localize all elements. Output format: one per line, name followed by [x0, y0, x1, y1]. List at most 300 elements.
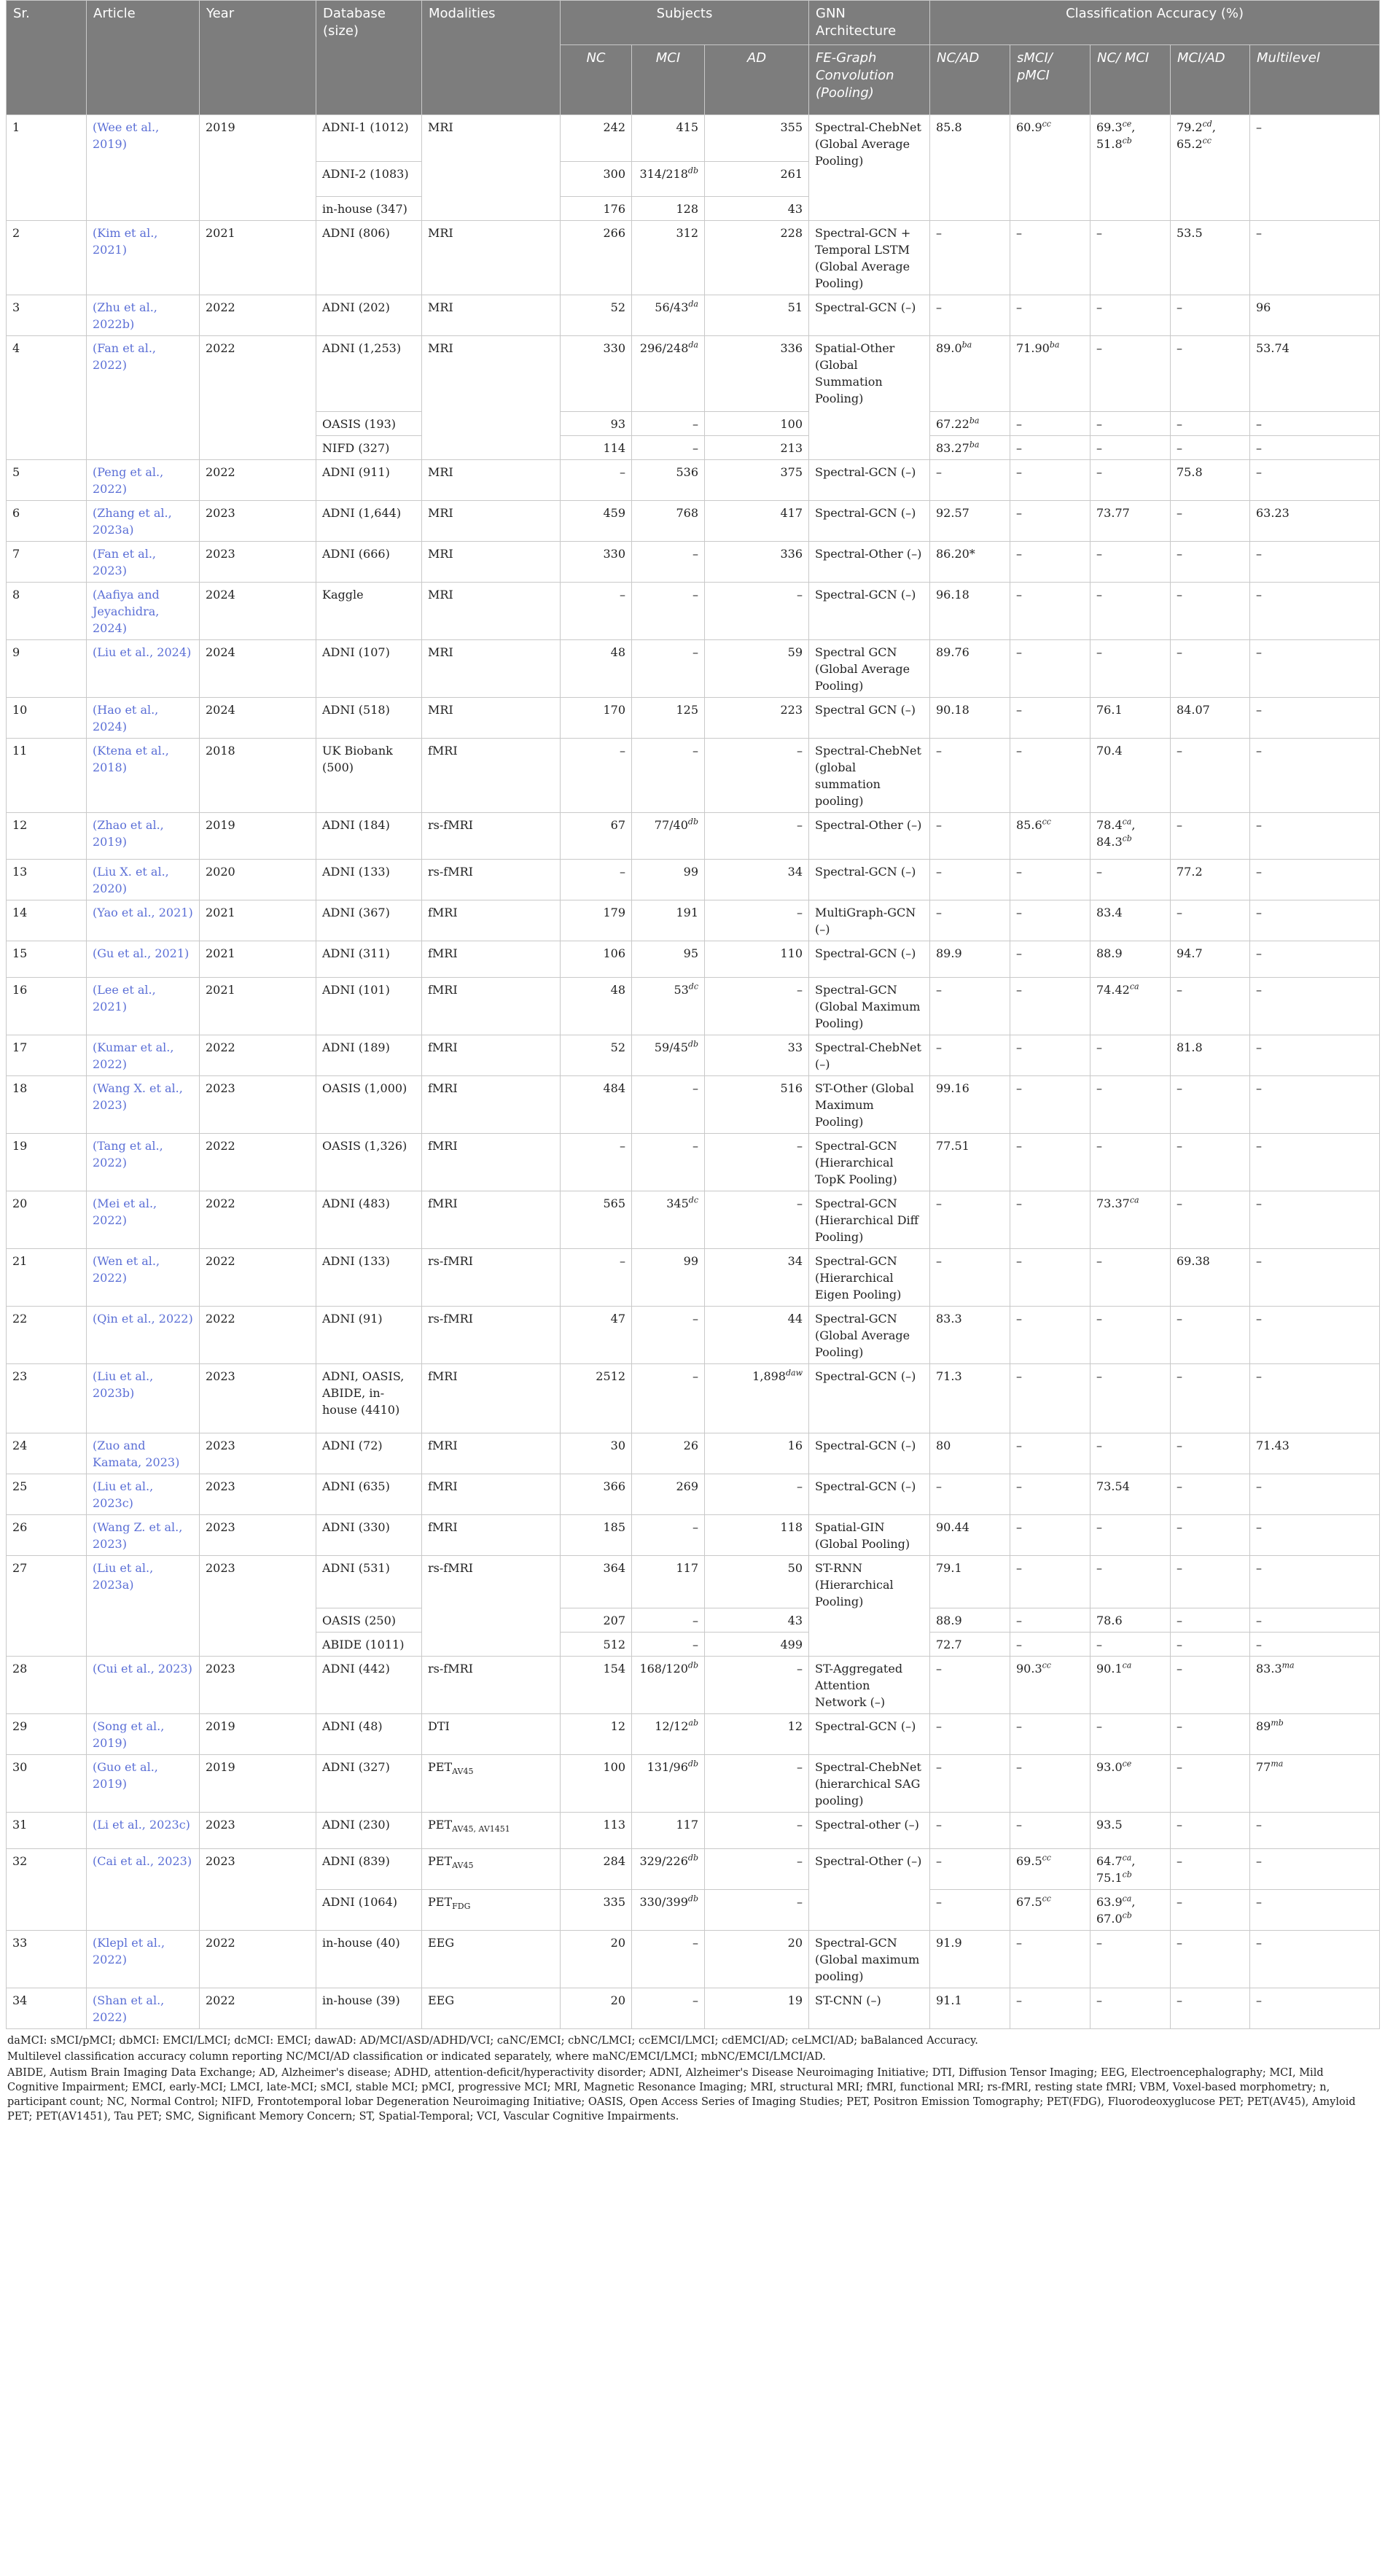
cell-multilevel-value: – [1256, 1081, 1262, 1095]
cell-mci-ad-value: 75.8 [1177, 465, 1203, 479]
cell-database [316, 412, 422, 436]
gnn-architecture-value: Spectral-GCN (–) [815, 1719, 916, 1733]
sr-number: 10 [12, 703, 28, 717]
cell-nc-ad-value: – [936, 1895, 942, 1909]
cell-ad [705, 1249, 809, 1307]
cell-smci-pmci-value: – [1016, 1561, 1022, 1575]
modality-value: rs-fMRI [428, 1662, 473, 1676]
article-citation-link[interactable]: (Cai et al., 2023) [93, 1854, 192, 1868]
cell-mci-value: – [692, 1614, 698, 1627]
gnn-architecture-value: Spectral-Other (–) [815, 818, 922, 832]
cell-gnn [809, 941, 930, 978]
cell-sr [7, 1364, 87, 1433]
cell-mci-value: 131/96 [647, 1760, 688, 1774]
cell-mci-ad-value: – [1177, 1895, 1182, 1909]
database-value: ADNI (72) [322, 1439, 383, 1452]
cell-smci-pmci-value: 90.3 [1016, 1662, 1042, 1676]
cell-ad [705, 1134, 809, 1191]
cell-gnn [809, 1433, 930, 1474]
cell-ad [705, 1890, 809, 1931]
cell-modality [422, 1307, 561, 1364]
cell-mci-ad-value: 81.8 [1177, 1040, 1203, 1054]
cell-nc-value: 300 [603, 167, 625, 181]
cell-nc-value: 106 [603, 946, 625, 960]
cell-mci [632, 197, 705, 221]
sr-number: 25 [12, 1479, 28, 1493]
cell-nc-ad-value: 86.20* [936, 547, 975, 561]
cell-nc-value: – [620, 1254, 625, 1268]
article-citation-link[interactable]: (Shan et al., 2022) [93, 1993, 165, 2024]
cell-ad-value: 20 [787, 1936, 803, 1950]
col-database: Database (size) [316, 1, 422, 115]
cell-ad-value: – [797, 1139, 803, 1153]
article-citation-link[interactable]: (Mei et al., 2022) [93, 1196, 157, 1227]
gnn-architecture-value: Spectral-GCN (Global Average Pooling) [815, 1312, 910, 1359]
cell-article [87, 698, 200, 739]
cell-ad [705, 115, 809, 162]
cell-mci-ad [1171, 813, 1250, 860]
cell-sr [7, 1076, 87, 1134]
article-citation-link[interactable]: (Kim et al., 2021) [93, 226, 158, 257]
modality-subscript: AV45, AV1451 [452, 1824, 510, 1834]
cell-sr [7, 1714, 87, 1755]
cell-mci-ad-value: – [1177, 1614, 1182, 1627]
cell-mci-ad [1171, 1307, 1250, 1364]
database-value: ADNI (666) [322, 547, 390, 561]
cell-mci-sup: da [688, 299, 698, 309]
article-citation-link[interactable]: (Zuo and Kamata, 2023) [93, 1439, 180, 1469]
modality-value: MRI [428, 547, 453, 561]
cell-smci-pmci [1010, 1657, 1091, 1714]
cell-multilevel-value: – [1256, 744, 1262, 758]
modality-value: fMRI [428, 983, 458, 997]
cell-mci [632, 1633, 705, 1657]
database-value: ADNI (133) [322, 865, 390, 879]
cell-nc-value: 366 [603, 1479, 625, 1493]
database-value: ADNI (531) [322, 1561, 390, 1575]
cell-ad [705, 978, 809, 1035]
article-citation-link[interactable]: (Qin et al., 2022) [93, 1312, 193, 1326]
cell-nc-ad-value: – [936, 818, 942, 832]
cell-mci-ad [1171, 221, 1250, 295]
cell-nc-mci-sup-2: cb [1122, 1910, 1132, 1921]
cell-multilevel [1250, 436, 1380, 460]
cell-mci-value: – [692, 588, 698, 602]
cell-article [87, 1474, 200, 1515]
cell-mci-ad [1171, 336, 1250, 412]
cell-nc-value: 48 [610, 645, 625, 659]
article-citation-link[interactable]: (Ktena et al., 2018) [93, 744, 169, 774]
cell-multilevel-value: – [1256, 983, 1262, 997]
sr-number: 28 [12, 1662, 28, 1676]
year-value: 2023 [206, 1520, 235, 1534]
cell-mci-value: – [692, 1312, 698, 1326]
cell-mci-ad-value-2: 65.2 [1177, 137, 1203, 151]
cell-multilevel [1250, 813, 1380, 860]
cell-nc [561, 941, 632, 978]
article-citation-link[interactable]: (Liu et al., 2023a) [93, 1561, 154, 1592]
cell-sr [7, 978, 87, 1035]
cell-mci-value: 536 [676, 465, 698, 479]
cell-nc-ad-value: – [936, 1854, 942, 1868]
cell-nc [561, 698, 632, 739]
cell-mci-ad [1171, 640, 1250, 698]
cell-multilevel [1250, 978, 1380, 1035]
cell-mci-ad-value: – [1177, 1369, 1182, 1383]
cell-gnn [809, 1657, 930, 1714]
cell-nc-ad-value: – [936, 865, 942, 879]
cell-ad-value: 43 [787, 1614, 803, 1627]
article-citation-link[interactable]: (Peng et al., 2022) [93, 465, 164, 496]
table-row [7, 1364, 1380, 1433]
article-citation-link[interactable]: (Fan et al., 2023) [93, 547, 156, 577]
col-ad: AD [705, 45, 809, 115]
cell-nc-value: 266 [603, 226, 625, 240]
cell-smci-pmci [1010, 412, 1091, 436]
cell-sr [7, 1249, 87, 1307]
article-citation-link[interactable]: (Liu et al., 2024) [93, 645, 192, 659]
cell-ad-value: – [797, 1479, 803, 1493]
cell-nc-mci [1091, 1608, 1171, 1633]
cell-ad [705, 1755, 809, 1813]
cell-article [87, 1134, 200, 1191]
cell-mci-value: – [692, 1139, 698, 1153]
cell-ad-value: 34 [787, 865, 803, 879]
article-citation-link[interactable]: (Wee et al., 2019) [93, 120, 160, 151]
cell-nc-value: 114 [603, 441, 625, 455]
cell-article [87, 583, 200, 640]
gnn-architecture-value: Spectral GCN (Global Average Pooling) [815, 645, 910, 693]
cell-ad-value: 223 [780, 703, 803, 717]
year-value: 2021 [206, 983, 235, 997]
article-citation-link[interactable]: (Hao et al., 2024) [93, 703, 159, 734]
cell-ad [705, 501, 809, 542]
cell-multilevel-value: – [1256, 1818, 1262, 1832]
sr-number: 6 [12, 506, 20, 520]
cell-mci [632, 1364, 705, 1433]
cell-nc-mci-value: 74.42 [1096, 983, 1130, 997]
cell-smci-pmci-value: – [1016, 1638, 1022, 1651]
gnn-architecture-value: Spectral-GCN (Global maximum pooling) [815, 1936, 920, 1983]
cell-nc [561, 583, 632, 640]
cell-nc-ad-value: – [936, 1254, 942, 1268]
sr-number: 23 [12, 1369, 28, 1383]
modality-subscript: FDG [452, 1902, 471, 1912]
cell-mci-ad-value: – [1177, 341, 1182, 355]
year-value: 2022 [206, 1040, 235, 1054]
cell-mci-ad [1171, 1134, 1250, 1191]
cell-modality [422, 583, 561, 640]
cell-nc-mci-value-2: 84.3 [1096, 835, 1123, 849]
database-value: OASIS (1,000) [322, 1081, 407, 1095]
database-value: ADNI-1 (1012) [322, 120, 409, 134]
article-citation-link[interactable]: (Klepl et al., 2022) [93, 1936, 165, 1966]
gnn-architecture-value: Spectral-GCN (Hierarchical Eigen Pooling) [815, 1254, 902, 1301]
cell-mci [632, 221, 705, 295]
modality-value: fMRI [428, 1369, 458, 1383]
cell-smci-pmci-value: – [1016, 946, 1022, 960]
cell-article [87, 1433, 200, 1474]
cell-nc-value: 20 [610, 1993, 625, 2007]
cell-ad [705, 1657, 809, 1714]
cell-ad [705, 1191, 809, 1249]
cell-nc [561, 460, 632, 501]
cell-mci-ad-value: – [1177, 441, 1182, 455]
cell-year [200, 698, 316, 739]
article-citation-link[interactable]: (Zhu et al., 2022b) [93, 300, 157, 331]
modality-value: rs-fMRI [428, 865, 473, 879]
gnn-architecture-value: Spectral-GCN (–) [815, 1369, 916, 1383]
cell-mci-ad-value: – [1177, 1936, 1182, 1950]
cell-mci-sup: dc [688, 981, 698, 992]
cell-mci-ad-value: 94.7 [1177, 946, 1203, 960]
modality-value: fMRI [428, 946, 458, 960]
sr-number: 27 [12, 1561, 28, 1575]
cell-nc-value: 48 [610, 983, 625, 997]
cell-year [200, 1035, 316, 1076]
cell-mci [632, 1307, 705, 1364]
cell-sr [7, 1657, 87, 1714]
cell-database [316, 640, 422, 698]
cell-nc-mci [1091, 412, 1171, 436]
cell-smci-pmci [1010, 978, 1091, 1035]
year-value: 2024 [206, 703, 235, 717]
cell-nc [561, 1307, 632, 1364]
cell-nc-value: 100 [603, 1760, 625, 1774]
cell-ad [705, 1813, 809, 1849]
cell-database [316, 115, 422, 162]
modality-value: fMRI [428, 1479, 458, 1493]
modality-value: rs-fMRI [428, 818, 473, 832]
cell-multilevel-value: – [1256, 1854, 1262, 1868]
article-citation-link[interactable]: (Fan et al., 2022) [93, 341, 156, 372]
cell-sr [7, 1813, 87, 1849]
cell-nc-mci-value: 90.1 [1096, 1662, 1123, 1676]
sr-number: 15 [12, 946, 28, 960]
cell-database [316, 1307, 422, 1364]
database-value: ABIDE (1011) [322, 1638, 405, 1651]
table-row [7, 1076, 1380, 1134]
cell-mci-ad-value: – [1177, 906, 1182, 919]
cell-mci [632, 978, 705, 1035]
cell-year [200, 1515, 316, 1556]
cell-database [316, 1249, 422, 1307]
article-citation-link[interactable]: (Cui et al., 2023) [93, 1662, 192, 1676]
cell-year [200, 501, 316, 542]
cell-mci-ad-sup-2: cc [1202, 136, 1212, 146]
cell-nc-mci-value: – [1096, 441, 1102, 455]
cell-article [87, 813, 200, 860]
cell-nc-mci-value: – [1096, 300, 1102, 314]
cell-database [316, 1134, 422, 1191]
cell-multilevel-sup: mb [1271, 1718, 1284, 1728]
cell-smci-pmci [1010, 460, 1091, 501]
cell-smci-pmci [1010, 501, 1091, 542]
cell-nc-mci [1091, 460, 1171, 501]
article-citation-link[interactable]: (Lee et al., 2021) [93, 983, 156, 1013]
cell-mci-value: – [692, 1638, 698, 1651]
cell-nc-ad [930, 1515, 1010, 1556]
cell-article [87, 221, 200, 295]
cell-nc-value: 47 [610, 1312, 625, 1326]
article-citation-link[interactable]: (Aafiya and Jeyachidra, 2024) [93, 588, 160, 635]
cell-sr [7, 460, 87, 501]
cell-multilevel [1250, 1988, 1380, 2029]
gnn-results-table [6, 0, 1380, 2029]
cell-year [200, 336, 316, 460]
cell-database [316, 295, 422, 336]
cell-multilevel-value: – [1256, 906, 1262, 919]
cell-smci-pmci-value: – [1016, 1719, 1022, 1733]
cell-mci-ad-value: – [1177, 818, 1182, 832]
article-citation-link[interactable]: (Liu et al., 2023c) [93, 1479, 154, 1510]
cell-modality [422, 115, 561, 221]
sr-number: 7 [12, 547, 20, 561]
article-citation-link[interactable]: (Li et al., 2023c) [93, 1818, 190, 1832]
modality-subscript: AV45 [452, 1861, 474, 1871]
cell-nc-ad-value: 77.51 [936, 1139, 970, 1153]
cell-database [316, 1657, 422, 1714]
cell-sr [7, 1191, 87, 1249]
cell-nc-value: 12 [610, 1719, 625, 1733]
article-citation-link[interactable]: (Tang et al., 2022) [93, 1139, 163, 1170]
cell-year [200, 1755, 316, 1813]
cell-ad [705, 162, 809, 197]
cell-nc-mci-value-2: 75.1 [1096, 1871, 1123, 1885]
cell-nc-mci-value: – [1096, 417, 1102, 431]
cell-mci-ad-value: – [1177, 1854, 1182, 1868]
cell-nc-value: 284 [603, 1854, 625, 1868]
cell-modality [422, 860, 561, 900]
article-citation-link[interactable]: (Wen et al., 2022) [93, 1254, 160, 1285]
cell-nc-mci-value: – [1096, 1936, 1102, 1950]
cell-mci-ad [1171, 698, 1250, 739]
cell-modality [422, 978, 561, 1035]
cell-nc-mci [1091, 1714, 1171, 1755]
cell-nc-ad-value: – [936, 744, 942, 758]
article-citation-link[interactable]: (Gu et al., 2021) [93, 946, 190, 960]
cell-nc-value: – [620, 588, 625, 602]
article-citation-link[interactable]: (Song et al., 2019) [93, 1719, 165, 1750]
article-citation-link[interactable]: (Liu X. et al., 2020) [93, 865, 169, 895]
article-citation-link[interactable]: (Guo et al., 2019) [93, 1760, 158, 1791]
cell-multilevel [1250, 1076, 1380, 1134]
cell-database [316, 1714, 422, 1755]
database-value: ADNI (483) [322, 1196, 390, 1210]
cell-nc-mci-sup: ca [1122, 1894, 1132, 1904]
cell-nc-ad-value: – [936, 465, 942, 479]
cell-mci-ad [1171, 1556, 1250, 1608]
article-citation-link[interactable]: (Wang X. et al., 2023) [93, 1081, 183, 1112]
cell-nc-mci [1091, 1076, 1171, 1134]
cell-mci-ad-value: – [1177, 983, 1182, 997]
cell-ad [705, 1433, 809, 1474]
cell-multilevel-value: – [1256, 1638, 1262, 1651]
cell-database [316, 1433, 422, 1474]
cell-mci [632, 1657, 705, 1714]
cell-nc-mci [1091, 115, 1171, 221]
year-value: 2019 [206, 818, 235, 832]
cell-modality [422, 1988, 561, 2029]
gnn-architecture-value: Spectral-GCN (Global Maximum Pooling) [815, 983, 921, 1030]
cell-gnn [809, 1249, 930, 1307]
cell-nc-ad-value: – [936, 1662, 942, 1676]
cell-nc-ad [930, 739, 1010, 813]
cell-mci-ad [1171, 295, 1250, 336]
sr-number: 2 [12, 226, 20, 240]
article-citation-link[interactable]: (Zhang et al., 2023a) [93, 506, 172, 537]
cell-article [87, 460, 200, 501]
cell-ad [705, 460, 809, 501]
cell-mci-ad [1171, 115, 1250, 221]
cell-mci-ad [1171, 1890, 1250, 1931]
cell-smci-pmci [1010, 221, 1091, 295]
cell-nc [561, 1755, 632, 1813]
value-separator: , [1131, 818, 1136, 832]
cell-modality [422, 1035, 561, 1076]
cell-smci-pmci-sup: cc [1042, 1660, 1051, 1670]
cell-ad [705, 336, 809, 412]
cell-nc-mci [1091, 583, 1171, 640]
cell-smci-pmci [1010, 1608, 1091, 1633]
cell-smci-pmci-value: – [1016, 645, 1022, 659]
cell-ad-value: – [797, 1760, 803, 1774]
cell-mci-ad-value: – [1177, 506, 1182, 520]
cell-nc-ad [930, 1249, 1010, 1307]
cell-multilevel-value: – [1256, 1936, 1262, 1950]
cell-nc-mci-value: 73.37 [1096, 1196, 1130, 1210]
cell-nc-mci-sup: ca [1129, 1195, 1139, 1205]
cell-smci-pmci-value: 85.6 [1016, 818, 1042, 832]
table-container [6, 0, 1379, 2125]
article-citation-link[interactable]: (Kumar et al., 2022) [93, 1040, 174, 1071]
cell-smci-pmci [1010, 941, 1091, 978]
gnn-architecture-value: Spectral-Other (–) [815, 1854, 922, 1868]
cell-nc-value: 170 [603, 703, 625, 717]
article-citation-link[interactable]: (Wang Z. et al., 2023) [93, 1520, 183, 1551]
modality-value: rs-fMRI [428, 1561, 473, 1575]
cell-database [316, 583, 422, 640]
cell-smci-pmci [1010, 640, 1091, 698]
cell-nc-mci [1091, 1890, 1171, 1931]
cell-year [200, 941, 316, 978]
cell-multilevel [1250, 1755, 1380, 1813]
cell-modality [422, 1813, 561, 1849]
cell-ad-value: 16 [787, 1439, 803, 1452]
article-citation-link[interactable]: (Zhao et al., 2019) [93, 818, 164, 849]
sr-number: 12 [12, 818, 28, 832]
cell-nc-mci [1091, 1364, 1171, 1433]
cell-year [200, 295, 316, 336]
article-citation-link[interactable]: (Yao et al., 2021) [93, 906, 193, 919]
year-value: 2022 [206, 300, 235, 314]
cell-nc [561, 336, 632, 412]
cell-nc-mci-value-2: 67.0 [1096, 1912, 1123, 1926]
cell-database [316, 1474, 422, 1515]
cell-ad-value: – [797, 744, 803, 758]
cell-sr [7, 1988, 87, 2029]
article-citation-link[interactable]: (Liu et al., 2023b) [93, 1369, 154, 1400]
cell-database [316, 436, 422, 460]
cell-modality [422, 1249, 561, 1307]
cell-multilevel [1250, 583, 1380, 640]
cell-mci [632, 900, 705, 941]
cell-mci-value: 99 [683, 1254, 698, 1268]
gnn-architecture-value: Spectral-GCN (–) [815, 946, 916, 960]
database-value: ADNI (189) [322, 1040, 390, 1054]
cell-database [316, 1890, 422, 1931]
cell-multilevel [1250, 501, 1380, 542]
